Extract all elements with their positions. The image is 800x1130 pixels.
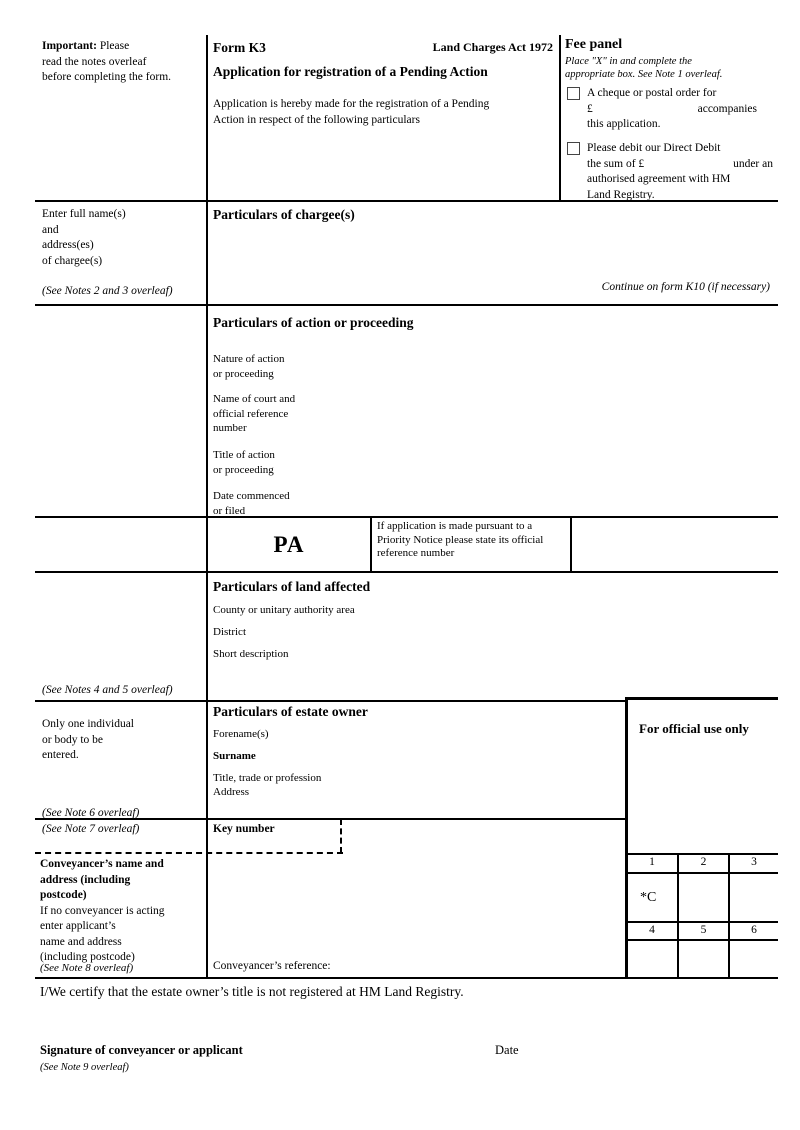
priority-cell-right-border (570, 516, 572, 572)
grid-top-border (625, 853, 778, 855)
conveyancer-side-note: (See Note 8 overleaf) (40, 962, 134, 974)
intro-text (213, 97, 553, 128)
official-grid-cell-1: 1 (649, 856, 655, 868)
estate-side-label (42, 717, 202, 764)
intro-line2: Action in respect of the following particulars (213, 113, 420, 126)
conveyancer-bold-line1: Conveyancer’s name and (40, 858, 164, 870)
cheque-accompanies: accompanies (697, 102, 757, 115)
act-title: Land Charges Act 1972 (432, 40, 553, 54)
direct-debit-checkbox[interactable] (567, 142, 580, 155)
signature-note: (See Note 9 overleaf) (40, 1062, 129, 1073)
pa-code-cell (208, 518, 370, 571)
official-grid-cell-6: 6 (751, 924, 757, 936)
estate-trade-label: Title, trade or profession (213, 772, 322, 784)
conveyancer-reg-line4: (including postcode) (40, 951, 135, 963)
important-note-line3: before completing the form. (42, 71, 172, 83)
chargee-title: Particulars of chargee(s) (213, 207, 355, 222)
divider-pa-row-top (35, 516, 778, 518)
action-court-line2: official reference (213, 407, 289, 420)
important-note-line2: read the notes overleaf (42, 55, 147, 68)
chargee-side-note: (See Notes 2 and 3 overleaf) (42, 285, 173, 297)
priority-note-line2: Priority Notice please state its official (377, 533, 544, 546)
priority-notice-label (377, 520, 565, 561)
action-title-of-action-label (213, 448, 275, 477)
official-grid-cell-2: 2 (700, 856, 707, 868)
official-box-left-border (625, 697, 628, 979)
signature-label: Signature of conveyancer or applicant (40, 1043, 243, 1057)
fee-option-cheque (587, 86, 767, 133)
conveyancer-reference-label: Conveyancer’s reference: (213, 960, 331, 972)
fee-panel-instruction (565, 55, 778, 81)
fee-option-direct-debit (587, 141, 777, 203)
action-court-label (213, 392, 295, 436)
divider-conveyancer-bottom (35, 977, 778, 979)
chargee-continue-note: Continue on form K10 (if necessary) (601, 281, 770, 293)
grid-vertical-1 (677, 853, 679, 979)
official-c-mark: *C (640, 890, 657, 905)
grid-vertical-2 (728, 853, 730, 979)
conveyancer-reg-line1: If no conveyancer is acting (40, 904, 165, 917)
official-use-title: For official use only (639, 721, 749, 736)
divider-left-column-vertical (206, 35, 208, 977)
pa-cell-right-border (370, 516, 372, 572)
conveyancer-side-label (40, 857, 205, 966)
important-note (42, 39, 202, 86)
estate-side-line3: entered. (42, 749, 79, 761)
key-number-dashed-right-border (340, 819, 342, 853)
action-title: Particulars of action or proceeding (213, 315, 414, 330)
cheque-line1: A cheque or postal order for (587, 87, 717, 99)
key-number-dashed-bottom-border (35, 852, 343, 854)
action-titleof-line1: Title of action (213, 449, 275, 461)
estate-side-line2: or body to be (42, 733, 104, 746)
conveyancer-bold-line2: address (including (40, 873, 131, 886)
priority-note-line3: reference number (377, 547, 455, 559)
pa-code: PA (273, 531, 305, 557)
important-note-after: Please (96, 40, 130, 52)
dd-sum-label: the sum of £ (587, 157, 645, 170)
conveyancer-reg-line2: enter applicant’s (40, 920, 116, 932)
cheque-line3: this application. (587, 118, 661, 130)
action-titleof-line2: or proceeding (213, 463, 274, 476)
dd-line4: Land Registry. (587, 188, 655, 201)
action-date-label (213, 489, 290, 518)
land-side-note: (See Notes 4 and 5 overleaf) (42, 684, 173, 696)
action-court-line3: number (213, 422, 247, 434)
chargee-side-line3: address(es) (42, 239, 94, 251)
estate-surname-label: Surname (213, 750, 256, 762)
divider-pa-row-bottom (35, 571, 778, 573)
dd-under-an: under an (733, 157, 773, 170)
action-nature-label (213, 352, 284, 381)
action-date-line2: or filed (213, 504, 246, 517)
official-grid-cell-4: 4 (649, 924, 655, 936)
official-box-top-border (625, 697, 778, 700)
key-side-note: (See Note 7 overleaf) (42, 823, 140, 835)
page-title: Application for registration of a Pending Action (213, 64, 488, 79)
important-note-lead: Important: (42, 40, 97, 52)
priority-note-line1: If application is made pursuant to a (377, 520, 533, 532)
grid-line-below-456 (625, 939, 778, 941)
estate-side-note: (See Note 6 overleaf) (42, 807, 140, 819)
fee-instr-line2: appropriate box. See Note 1 overleaf. (565, 69, 723, 80)
estate-address-label: Address (213, 786, 250, 798)
dd-line3: authorised agreement with HM (587, 173, 731, 185)
land-county-label: County or unitary authority area (213, 604, 355, 616)
conveyancer-bold-line3: postcode) (40, 889, 87, 901)
chargee-side-line4: of chargee(s) (42, 254, 103, 267)
grid-line-below-123 (625, 872, 778, 874)
cheque-pound-sign: £ (587, 102, 593, 115)
fee-instr-line1: Place "X" in and complete the (565, 56, 692, 67)
grid-line-above-456 (625, 921, 778, 923)
land-short-description-label: Short description (213, 648, 289, 660)
estate-side-line1: Only one individual (42, 718, 134, 730)
chargee-side-line1: Enter full name(s) (42, 208, 126, 220)
divider-fee-panel-vertical (559, 35, 561, 202)
chargee-side-label (42, 207, 202, 269)
intro-line1: Application is hereby made for the registration of a Pending (213, 98, 490, 110)
fee-panel (565, 36, 778, 81)
key-number-label: Key number (213, 823, 275, 835)
chargee-side-line2: and (42, 223, 59, 236)
divider-chargee-bottom (35, 304, 778, 306)
action-nature-line2: or proceeding (213, 367, 274, 380)
action-nature-line1: Nature of action (213, 353, 285, 365)
land-district-label: District (213, 626, 246, 638)
fee-panel-title: Fee panel (565, 37, 623, 52)
estate-forename-label: Forename(s) (213, 728, 269, 740)
estate-title: Particulars of estate owner (213, 704, 368, 719)
certify-statement: I/We certify that the estate owner’s title is not registered at HM Land Registry. (40, 984, 464, 999)
date-label: Date (495, 1043, 519, 1057)
divider-land-bottom (35, 700, 628, 702)
action-court-line1: Name of court and (213, 393, 296, 405)
land-title: Particulars of land affected (213, 579, 371, 594)
cheque-checkbox[interactable] (567, 87, 580, 100)
dd-line1: Please debit our Direct Debit (587, 142, 721, 154)
conveyancer-reg-line3: name and address (40, 935, 122, 948)
official-grid-cell-5: 5 (700, 924, 707, 936)
form-number: Form K3 (213, 40, 266, 55)
action-date-line1: Date commenced (213, 490, 290, 502)
official-grid-cell-3: 3 (751, 856, 757, 868)
